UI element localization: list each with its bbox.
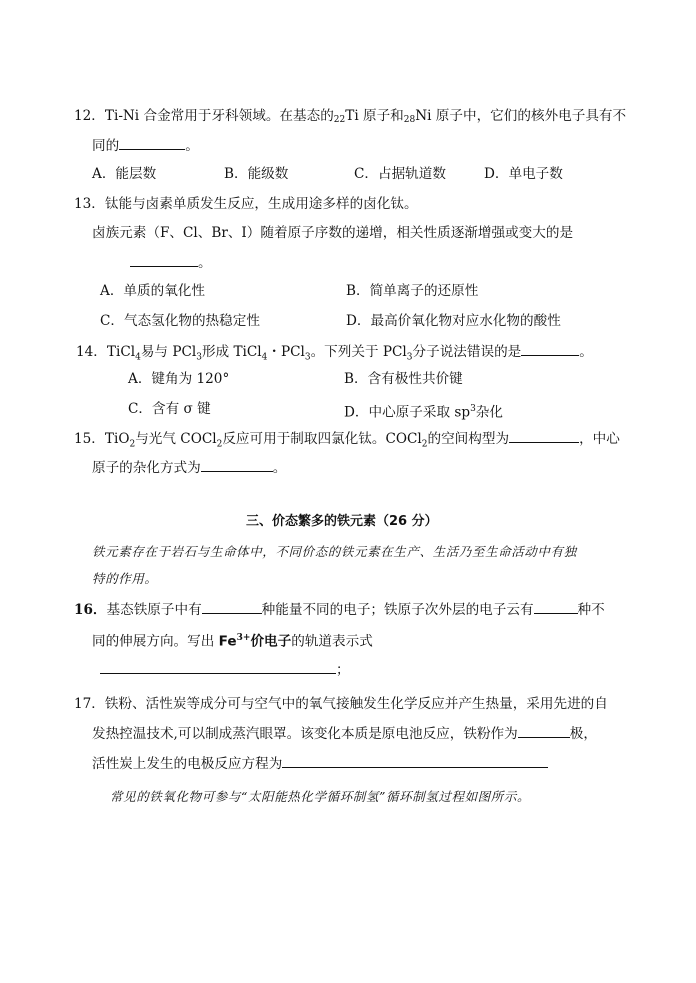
q14-option-a[interactable]: A．键角为 120°	[128, 371, 230, 387]
q14-option-d-sup: 3	[470, 404, 476, 414]
q12-number: 12．	[74, 108, 105, 124]
q12-option-d[interactable]: D．单电子数	[484, 166, 563, 182]
q13-option-c[interactable]: C．气态氢化物的热稳定性	[100, 313, 260, 329]
q16-line2	[92, 628, 373, 652]
q12-answer-blank[interactable]	[119, 135, 185, 150]
q13-line1	[74, 194, 418, 214]
q17-text-2: 发热控温技术,可以制成蒸汽眼罩。该变化本质是原电池反应，铁粉作为	[92, 726, 518, 742]
q16-orbital-blank[interactable]	[534, 599, 578, 614]
q16-text-3: 种不	[577, 602, 605, 618]
q13-option-d[interactable]: D．最高价氧化物对应水化物的酸性	[346, 313, 561, 329]
q16-text-6: 的轨道表示式	[291, 633, 373, 650]
q17-line1	[74, 694, 608, 714]
q14-text-3: 形成 TiCl	[201, 344, 262, 360]
q16-fe-charge: 3+	[236, 633, 251, 643]
q15-sub-2: 2	[216, 439, 223, 450]
q14-sub-3: 4	[261, 352, 268, 363]
q13-number: 13．	[74, 196, 105, 212]
q14-text-1: TiCl	[106, 344, 136, 360]
q17-text-3: 极，	[569, 726, 597, 742]
section3-title: 三、价态繁多的铁元素（26 分）	[246, 514, 438, 529]
q16-text-4: 同的伸展方向。写出	[92, 633, 219, 650]
q16-text-1: 基态铁原子中有	[106, 602, 202, 618]
q14-answer-blank[interactable]	[521, 341, 579, 356]
q16-energy-blank[interactable]	[202, 599, 262, 614]
q12-option-c[interactable]: C．占据轨道数	[354, 166, 446, 182]
q12-text-a: Ti-Ni 合金常用于牙科领域。在基态的	[104, 108, 334, 124]
q12-option-b[interactable]: B．能级数	[224, 166, 289, 182]
q15-number: 15．	[74, 431, 105, 447]
q14-number: 14．	[76, 344, 107, 360]
q12-text-c: 同的	[92, 138, 120, 154]
ti-atomic-number: 22	[333, 115, 346, 125]
q16-number: 16．	[74, 602, 107, 618]
q14-option-b[interactable]: B．含有极性共价键	[344, 371, 463, 387]
q13-answer-blank[interactable]	[130, 252, 198, 267]
q15-text-3: 反应可用于制取四氯化钛。COCl	[222, 431, 422, 447]
q15-sub-3: 2	[421, 439, 428, 450]
q14-sub-5: 3	[406, 352, 413, 363]
q14-text-6: 分子说法错误的是	[412, 344, 522, 360]
ni-atomic-number: 28	[403, 115, 416, 125]
q13-option-b[interactable]: B．简单离子的还原性	[346, 283, 479, 299]
q13-line2	[92, 223, 573, 243]
q14-option-d-text-b: 杂化	[475, 404, 503, 421]
q12-line1	[74, 106, 626, 130]
closing-text: 常见的铁氧化物可参与“太阳能热化学循环制氢”循环制氢过程如图所示。	[110, 789, 531, 804]
q14-text-2: 易与 PCl	[140, 344, 197, 360]
q15-line2	[92, 457, 286, 478]
q16-line3	[100, 659, 350, 680]
q17-line2	[92, 723, 597, 744]
q14-line1	[76, 341, 593, 368]
q13-line3	[130, 252, 212, 273]
q13-text-a: 钛能与卤素单质发生反应，生成用途多样的卤化钛。	[104, 196, 418, 212]
q16-orbital-diagram-blank[interactable]	[100, 659, 336, 674]
q14-text-5: 。下列关于 PCl	[310, 344, 407, 360]
q15-line1	[74, 428, 620, 455]
q15-text-2: 与光气 COCl	[135, 431, 217, 447]
q17-equation-blank[interactable]	[282, 753, 548, 768]
q17-line3	[92, 753, 548, 774]
q14-text-4: ・PCl	[267, 344, 305, 360]
q16-text-5: 价电子	[250, 633, 292, 650]
q12-ti: Ti 原子和	[345, 108, 404, 124]
q14-sub-2: 3	[196, 352, 202, 363]
q17-text-4: 活性炭上发生的电极反应方程为	[92, 756, 283, 772]
q16-fe: Fe	[218, 633, 237, 650]
q13-text-b: 卤族元素（F、Cl、Br、I）随着原子序数的递增，相关性质逐渐增强或变大的是	[92, 225, 574, 241]
q16-text-end: ；	[336, 662, 350, 678]
q12-option-a[interactable]: A．能层数	[92, 166, 157, 182]
q15-shape-blank[interactable]	[509, 428, 579, 443]
q14-option-c[interactable]: C．含有 σ 键	[128, 401, 211, 417]
q15-text-end: 。	[272, 460, 287, 476]
q14-sub-1: 4	[135, 352, 141, 363]
q12-text-end: 。	[185, 138, 199, 154]
section3-intro-line2: 特的作用。	[92, 571, 158, 586]
q16-line1	[74, 599, 605, 620]
section3-intro-line1: 铁元素存在于岩石与生命体中，不同价态的铁元素在生产、生活乃至生命活动中有独	[92, 544, 577, 559]
q13-text-end: 。	[198, 255, 212, 271]
q16-text-2: 种能量不同的电子；铁原子次外层的电子云有	[261, 602, 534, 618]
q17-text-1: 铁粉、活性炭等成分可与空气中的氧气接触发生化学反应并产生热量，采用先进的自	[104, 696, 608, 712]
q15-text-5: ，中心	[579, 431, 620, 447]
q15-sub-1: 2	[129, 439, 136, 450]
q12-line2	[92, 135, 199, 156]
q12-text-b: Ni 原子中，它们的核外电子具有不	[415, 108, 627, 124]
q14-text-end: 。	[579, 344, 593, 360]
q15-hybrid-blank[interactable]	[201, 457, 273, 472]
q14-option-d-text: D．中心原子采取 sp	[344, 404, 471, 421]
q17-number: 17．	[74, 696, 105, 712]
q15-text-4: 的空间构型为	[427, 431, 510, 447]
q15-text-6: 原子的杂化方式为	[92, 460, 201, 476]
q13-option-a[interactable]: A．单质的氧化性	[100, 283, 205, 299]
q17-electrode-blank[interactable]	[518, 723, 570, 738]
q14-option-d[interactable]	[344, 399, 503, 423]
q15-text-1: TiO	[104, 431, 130, 447]
q14-sub-4: 3	[304, 352, 311, 363]
